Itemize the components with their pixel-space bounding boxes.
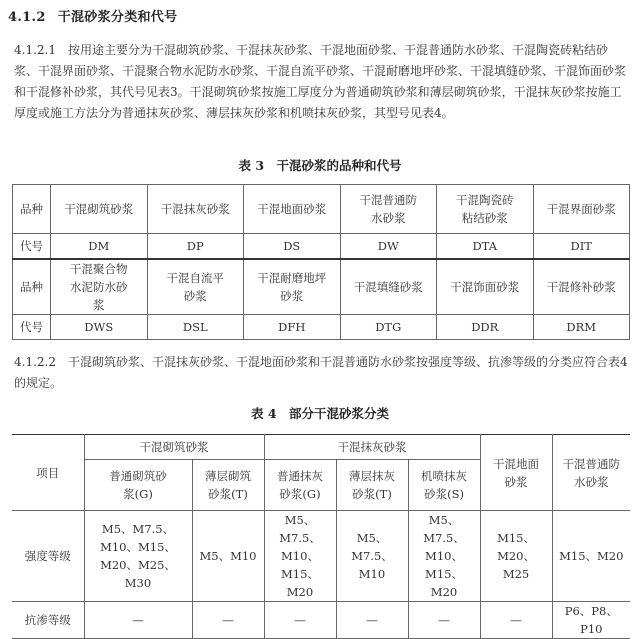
variety-cell: 干混陶瓷砖粘结砂浆 bbox=[437, 185, 534, 234]
table3-varieties-and-codes bbox=[12, 184, 630, 340]
code-cell: DS bbox=[244, 234, 341, 260]
paragraph-number: 4.1.2.1 bbox=[14, 43, 56, 57]
section-heading bbox=[8, 6, 177, 25]
floor-mortar-header: 干混地面砂浆 bbox=[480, 435, 552, 511]
section-title: 干混砂浆分类和代号 bbox=[57, 10, 178, 25]
variety-cell: 干混饰面砂浆 bbox=[437, 259, 534, 315]
variety-cell: 干混聚合物水泥防水砂浆 bbox=[51, 259, 148, 315]
code-cell: DTA bbox=[437, 234, 534, 260]
strength-cell: M5、M7.5、M10、M15、M20 bbox=[264, 511, 336, 602]
impermeability-cell: — bbox=[84, 602, 192, 639]
paragraph-text: 干混砌筑砂浆、干混抹灰砂浆、干混地面砂浆和干混普通防水砂浆按强度等级、抗渗等级的分类应符合表4的规定。 bbox=[14, 355, 628, 390]
row-label: 代号 bbox=[13, 234, 51, 260]
variety-cell: 干混普通防水砂浆 bbox=[340, 185, 437, 234]
impermeability-cell: — bbox=[408, 602, 480, 639]
row-label: 品种 bbox=[13, 259, 51, 315]
section-number: 4.1.2 bbox=[8, 10, 46, 25]
code-cell: DP bbox=[147, 234, 244, 260]
strength-cell: M5、M10 bbox=[192, 511, 264, 602]
code-cell: DRM bbox=[533, 315, 630, 340]
impermeability-cell: — bbox=[264, 602, 336, 639]
table-row bbox=[12, 511, 630, 602]
impermeability-cell: P6、P8、P10 bbox=[552, 602, 630, 639]
masonry-normal-header: 普通砌筑砂浆(G) bbox=[84, 460, 192, 511]
plaster-normal-header: 普通抹灰砂浆(G) bbox=[264, 460, 336, 511]
code-cell: DFH bbox=[244, 315, 341, 340]
strength-cell: M5、M7.5、M10、M15、M20、M25、M30 bbox=[84, 511, 192, 602]
variety-cell: 干混修补砂浆 bbox=[533, 259, 630, 315]
code-cell: DSL bbox=[147, 315, 244, 340]
impermeability-cell: — bbox=[480, 602, 552, 639]
paragraph-text: 按用途主要分为干混砌筑砂浆、干混抹灰砂浆、干混地面砂浆、干混普通防水砂浆、干混陶瓷砖粘结砂浆、干混界面砂浆、干混聚合物水泥防水砂浆、干混自流平砂浆、干混耐磨地坪砂浆、干混填缝砂浆、干混饰面砂浆和干混修补砂浆，其代号见表3。干混砌筑砂浆按施工厚度分为普通砌筑砂浆和薄层砌筑砂浆，干混抹灰砂浆按施工厚度或施工方法分为普通抹灰砂浆、薄层抹灰砂浆和机喷抹灰砂浆，其型号见表4。 bbox=[14, 43, 627, 120]
table-row bbox=[12, 602, 630, 639]
masonry-thin-header: 薄层砌筑砂浆(T) bbox=[192, 460, 264, 511]
table4-mortar-classification bbox=[12, 434, 630, 639]
row-label: 品种 bbox=[13, 185, 51, 234]
paragraph-number: 4.1.2.2 bbox=[14, 355, 56, 369]
table-row bbox=[13, 259, 630, 315]
plaster-thin-header: 薄层抹灰砂浆(T) bbox=[336, 460, 408, 511]
row-label-impermeability: 抗渗等级 bbox=[12, 602, 84, 639]
item-header: 项目 bbox=[12, 435, 84, 511]
strength-cell: M15、M20、M25 bbox=[480, 511, 552, 602]
paragraph-4-1-2-1 bbox=[14, 40, 630, 124]
impermeability-cell: — bbox=[192, 602, 264, 639]
variety-cell: 干混界面砂浆 bbox=[533, 185, 630, 234]
code-cell: DDR bbox=[437, 315, 534, 340]
variety-cell: 干混抹灰砂浆 bbox=[147, 185, 244, 234]
code-cell: DW bbox=[340, 234, 437, 260]
strength-cell: M5、M7.5、M10 bbox=[336, 511, 408, 602]
strength-cell: M5、M7.5、M10、M15、M20 bbox=[408, 511, 480, 602]
paragraph-4-1-2-2 bbox=[14, 352, 630, 394]
variety-cell: 干混砌筑砂浆 bbox=[51, 185, 148, 234]
plaster-spray-header: 机喷抹灰砂浆(S) bbox=[408, 460, 480, 511]
variety-cell: 干混地面砂浆 bbox=[244, 185, 341, 234]
code-cell: DM bbox=[51, 234, 148, 260]
table-row bbox=[13, 315, 630, 340]
variety-cell: 干混耐磨地坪砂浆 bbox=[244, 259, 341, 315]
group-header-masonry: 干混砌筑砂浆 bbox=[84, 435, 264, 460]
table-row bbox=[13, 234, 630, 260]
table-header-row bbox=[12, 435, 630, 460]
code-cell: DWS bbox=[51, 315, 148, 340]
waterproof-mortar-header: 干混普通防水砂浆 bbox=[552, 435, 630, 511]
group-header-plaster: 干混抹灰砂浆 bbox=[264, 435, 480, 460]
strength-cell: M15、M20 bbox=[552, 511, 630, 602]
code-cell: DTG bbox=[340, 315, 437, 340]
row-label: 代号 bbox=[13, 315, 51, 340]
table-row bbox=[13, 185, 630, 234]
table4-caption: 表 4 部分干混砂浆分类 bbox=[250, 406, 390, 421]
variety-cell: 干混自流平砂浆 bbox=[147, 259, 244, 315]
impermeability-cell: — bbox=[336, 602, 408, 639]
variety-cell: 干混填缝砂浆 bbox=[340, 259, 437, 315]
table3-caption: 表 3 干混砂浆的品种和代号 bbox=[238, 158, 402, 173]
code-cell: DIT bbox=[533, 234, 630, 260]
row-label-strength: 强度等级 bbox=[12, 511, 84, 602]
